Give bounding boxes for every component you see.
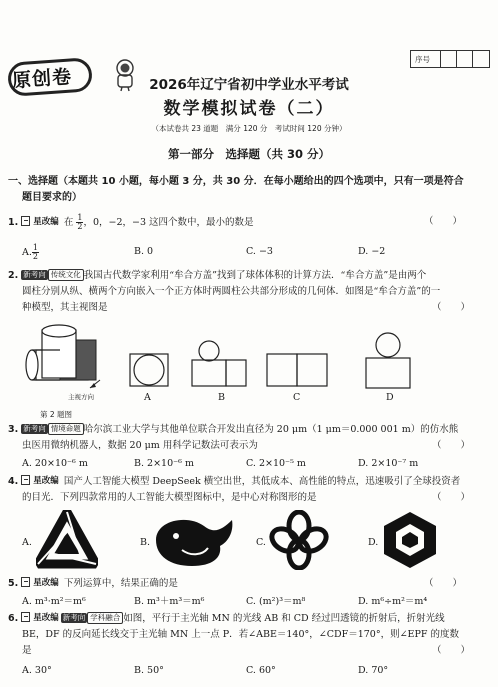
paper-title: 数学模拟试卷（二） bbox=[163, 99, 335, 119]
sequence-cell[interactable] bbox=[457, 51, 473, 67]
question-number: 6. bbox=[8, 613, 19, 624]
note-icon bbox=[21, 577, 30, 587]
fraction bbox=[32, 244, 39, 261]
note-icon bbox=[21, 475, 30, 485]
q6-options bbox=[22, 663, 492, 679]
mouhe-fanggai-model-figure bbox=[20, 322, 112, 402]
q2-option-a-figure[interactable] bbox=[122, 352, 174, 388]
answer-paren[interactable]: （ ） bbox=[423, 578, 462, 589]
star-adapted-tag: 星改编 bbox=[33, 578, 59, 588]
question-text: 我国古代数学家利用“牟合方盖”找到了球体体积的计算方法．“牟合方盖”是由两个 bbox=[83, 270, 427, 281]
question-3 bbox=[8, 422, 492, 454]
new-direction-tag: 新考向 bbox=[23, 424, 46, 433]
question-6 bbox=[8, 611, 492, 659]
answer-paren[interactable]: （ ） bbox=[431, 645, 470, 656]
question-5 bbox=[8, 576, 492, 592]
exam-note: （本试卷共 23 道题 满分 120 分 考试时间 120 分钟） bbox=[151, 124, 347, 133]
q1-options bbox=[22, 244, 492, 261]
section-heading bbox=[8, 174, 494, 206]
q4-option-a-logo-icon[interactable] bbox=[36, 510, 98, 570]
frac-den: 2 bbox=[77, 222, 83, 231]
option-c[interactable]: C. 60° bbox=[246, 665, 276, 676]
question-2 bbox=[8, 268, 492, 316]
question-text: 哈尔滨工业大学与其他单位联合开发出直径为 20 μm（1 μm＝0.000 001 m）的仿水熊 bbox=[83, 424, 459, 435]
answer-paren[interactable]: （ ） bbox=[431, 440, 470, 451]
option-c[interactable]: C. −3 bbox=[246, 246, 273, 257]
question-number: 2. bbox=[8, 270, 19, 281]
scenario-tag: 情境命题 bbox=[48, 423, 84, 435]
question-number: 5. bbox=[8, 578, 19, 589]
option-b[interactable]: B. m³＋m³＝m⁶ bbox=[134, 596, 205, 607]
question-text: ，0，−2，−3 这四个数中，最小的数是 bbox=[83, 217, 254, 228]
option-c[interactable]: C. (m²)³＝m⁸ bbox=[246, 596, 306, 607]
view-direction-label: 主视方向 bbox=[68, 393, 94, 401]
frac-num: 1 bbox=[32, 243, 38, 252]
q2-option-c-figure[interactable] bbox=[265, 352, 331, 388]
option-a-label: A bbox=[144, 392, 151, 403]
answer-paren[interactable]: （ ） bbox=[423, 216, 462, 227]
question-1 bbox=[8, 214, 492, 231]
q2-option-d-figure[interactable] bbox=[360, 332, 416, 390]
question-text: BE，DF 的反向延长线交于主光轴 MN 上一点 P．若∠ABE＝140°，∠CDF＝170°，则∠EPF 的度数 bbox=[22, 629, 459, 640]
question-text: 是 bbox=[22, 645, 32, 656]
new-direction-tag: 新考向 bbox=[23, 270, 46, 279]
question-text: 下列运算中，结果正确的是 bbox=[63, 578, 178, 589]
interdisciplinary-tag: 学科融合 bbox=[87, 612, 123, 624]
traditional-culture-tag: 传统文化 bbox=[48, 269, 84, 281]
figure-caption: 第 2 题图 bbox=[40, 410, 73, 419]
q2-option-b-figure[interactable] bbox=[188, 340, 248, 388]
option-b[interactable]: B. 2×10⁻⁶ m bbox=[134, 458, 194, 469]
option-b[interactable]: B. 0 bbox=[134, 246, 154, 257]
question-text: 圆柱分别从纵、横两个方向嵌入一个正方体时两圆柱公共部分形成的几何体．如图是“牟合方盖”的一 bbox=[22, 286, 441, 297]
part-title: 第一部分 选择题（共 30 分） bbox=[167, 147, 330, 161]
question-text: 如图，平行于主光轴 MN 的光线 AB 和 CD 经过凹透镜的折射后，折射光线 bbox=[123, 613, 445, 624]
option-a[interactable]: A. 20×10⁻⁶ m bbox=[22, 458, 88, 469]
question-text: 国产人工智能大模型 DeepSeek 横空出世，其低成本、高性能的特点，迅速吸引了全球投资者 bbox=[63, 476, 461, 487]
answer-paren[interactable]: （ ） bbox=[431, 302, 470, 313]
sequence-cell[interactable] bbox=[441, 51, 457, 67]
note-icon bbox=[21, 216, 30, 226]
option-d[interactable]: D. 2×10⁻⁷ m bbox=[358, 458, 419, 469]
option-b[interactable]: B. 50° bbox=[134, 665, 164, 676]
sequence-number-box[interactable] bbox=[410, 50, 490, 68]
section-line: 题目要求的） bbox=[22, 192, 82, 203]
question-text: 种模型，其主视图是 bbox=[22, 302, 108, 313]
option-label: A. bbox=[22, 247, 32, 258]
sequence-cell[interactable] bbox=[473, 51, 489, 67]
note-icon bbox=[21, 612, 30, 622]
exam-title: 2026年辽宁省初中学业水平考试 bbox=[149, 77, 349, 93]
frac-num: 1 bbox=[77, 213, 83, 222]
question-text: 虫医用微纳机器人，数据 20 μm 用科学记数法可表示为 bbox=[22, 440, 258, 451]
question-text: 的目光．下列四款常用的人工智能大模型图标中，是中心对称图形的是 bbox=[22, 492, 317, 503]
q4-option-b-whale-icon[interactable] bbox=[152, 512, 238, 568]
question-4 bbox=[8, 474, 492, 506]
option-a-label: A. bbox=[22, 537, 32, 548]
q5-options bbox=[22, 594, 492, 610]
star-adapted-tag: 星改编 bbox=[33, 217, 59, 227]
star-adapted-tag: 星改编 bbox=[33, 476, 59, 486]
answer-paren[interactable]: （ ） bbox=[431, 492, 470, 503]
option-a[interactable]: A. 30° bbox=[22, 665, 52, 676]
option-a[interactable]: A. m³·m²＝m⁶ bbox=[22, 596, 86, 607]
option-c[interactable]: C. 2×10⁻⁵ m bbox=[246, 458, 306, 469]
new-direction-tag: 新考向 bbox=[62, 613, 86, 622]
sequence-label: 序号 bbox=[411, 51, 441, 67]
option-d[interactable]: D. 70° bbox=[358, 665, 389, 676]
q4-option-d-cube-icon[interactable] bbox=[380, 510, 440, 570]
option-b-label: B. bbox=[140, 537, 151, 548]
option-d[interactable]: D. −2 bbox=[358, 246, 386, 257]
q4-option-c-knot-icon[interactable] bbox=[268, 510, 330, 570]
option-d[interactable]: D. m⁶÷m²＝m⁴ bbox=[358, 596, 428, 607]
question-number: 4. bbox=[8, 476, 19, 487]
option-a[interactable] bbox=[22, 244, 134, 261]
section-line: 一、选择题（本题共 10 小题，每小题 3 分，共 30 分．在每小题给出的四个选项中，只有一项是符合 bbox=[8, 176, 464, 187]
frac-den: 2 bbox=[32, 252, 38, 261]
question-text: 在 bbox=[63, 217, 74, 228]
star-adapted-tag: 星改编 bbox=[33, 613, 59, 623]
badge-text: 原创卷 bbox=[11, 65, 73, 93]
option-b-label: B bbox=[218, 392, 225, 403]
question-number: 1. bbox=[8, 217, 19, 228]
option-d-label: D. bbox=[368, 537, 379, 548]
option-d-label: D bbox=[386, 392, 394, 403]
q3-options bbox=[22, 456, 492, 472]
option-c-label: C. bbox=[256, 537, 266, 548]
option-c-label: C bbox=[293, 392, 301, 403]
question-number: 3. bbox=[8, 424, 19, 435]
